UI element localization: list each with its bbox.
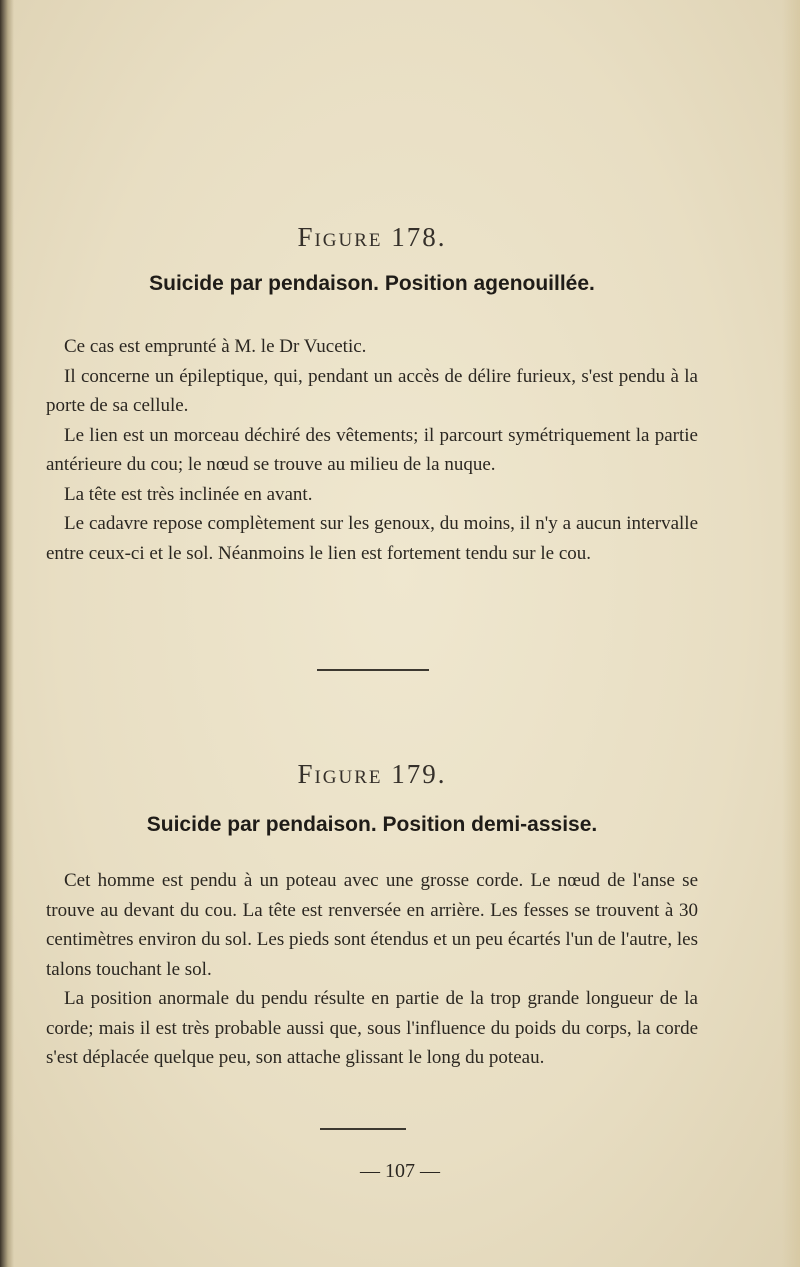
figure-178-subtitle-wrap [46,272,698,296]
figure-178-title: Figure 178. [297,222,447,252]
end-divider [320,1128,406,1130]
figure-179-title: Figure 179. [297,759,447,789]
section-divider [317,669,429,671]
paragraph: Le lien est un morceau déchiré des vêtements; il parcourt symétriquement la partie antérieure du cou; le nœud se trouve au milieu de la nuque. [46,424,698,475]
figure-179-section [46,759,698,790]
figure-179-subtitle-wrap [46,813,698,837]
figure-178-section [46,222,698,253]
page-edge [782,0,800,1267]
page-number: — 107 — [360,1160,440,1182]
paragraph: Cet homme est pendu à un poteau avec une grosse corde. Le nœud de l'anse se trouve au devant du cou. La tête est renversée en arrière. Les fesses se trouvent à 30 centimètres environ du sol. Les pieds sont étendus et un peu écartés l'un de l'autre, les talons touchant le sol. [46,870,698,980]
book-spine-shadow [0,0,14,1267]
paragraph: La position anormale du pendu résulte en partie de la trop grande longueur de la corde; mais il est très probable aussi que, sous l'influence du poids du corps, la corde s'est déplacée quelque peu, son attache glissant le long du poteau. [46,988,698,1068]
paragraph: Le cadavre repose complètement sur les genoux, du moins, il n'y a aucun intervalle entre ceux-ci et le sol. Néanmoins le lien est fortement tendu sur le cou. [46,513,698,564]
figure-179-subtitle: Suicide par pendaison. Position demi-assise. [146,813,598,836]
figure-178-subtitle: Suicide par pendaison. Position agenouillée. [149,272,595,295]
paragraph: Il concerne un épileptique, qui, pendant un accès de délire furieux, s'est pendu à la porte de sa cellule. [46,365,698,416]
paragraph: La tête est très inclinée en avant. [64,483,313,505]
paragraph: Ce cas est emprunté à M. le Dr Vucetic. [64,336,367,357]
figure-178-body [46,332,698,568]
figure-179-body [46,866,698,1073]
